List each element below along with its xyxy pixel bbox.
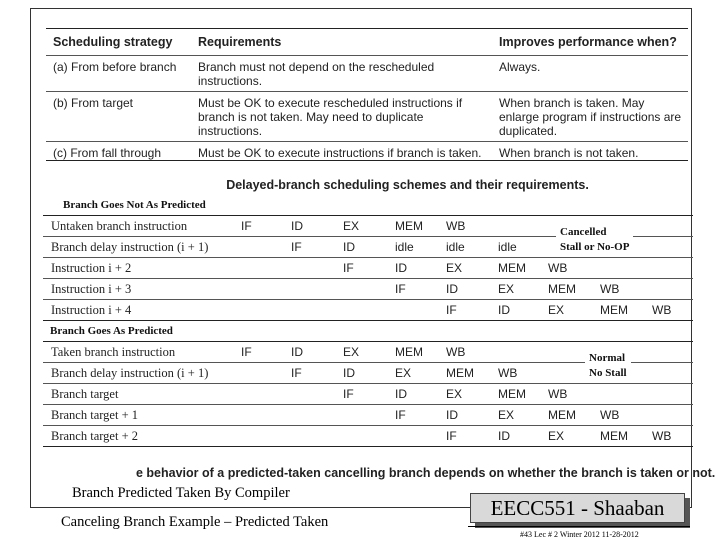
footer-rule xyxy=(468,526,690,527)
instruction-label: Taken branch instruction xyxy=(51,345,176,359)
note-line: Cancelled xyxy=(560,226,607,238)
improves-cell: When branch is not taken. xyxy=(499,146,639,160)
pipeline-stage: idle xyxy=(498,240,517,254)
pipeline-stage: idle xyxy=(446,240,465,254)
pipeline-stage: WB xyxy=(652,429,672,443)
pipeline-stage: IF xyxy=(446,303,457,317)
pipeline-row xyxy=(43,278,693,299)
pipeline-stage: MEM xyxy=(600,429,628,443)
strategy-cell: (c) From fall through xyxy=(53,146,162,160)
pipeline-stage: IF xyxy=(241,345,252,359)
instruction-label: Branch target + 2 xyxy=(51,429,138,443)
pipeline-stage: EX xyxy=(498,282,515,296)
table-row xyxy=(46,55,688,88)
improves-cell: When branch is taken. May enlarge program if instructions are duplicated. xyxy=(499,96,682,138)
pipeline-stage: MEM xyxy=(600,303,628,317)
pipeline-stage: IF xyxy=(446,429,457,443)
note-line: Normal xyxy=(589,352,626,364)
section-label-predicted: Branch Goes As Predicted xyxy=(50,325,173,337)
instruction-label: Instruction i + 2 xyxy=(51,261,132,275)
pipeline-stage: ID xyxy=(343,240,355,254)
pipeline-stage: WB xyxy=(600,408,620,422)
instruction-label: Branch target xyxy=(51,387,119,401)
strategy-cell: (b) From target xyxy=(53,96,134,110)
requirements-cell: Must be OK to execute rescheduled instructions if branch is not taken. May need to duplicate instructions. xyxy=(198,96,463,138)
pipeline-stage: EX xyxy=(548,429,565,443)
pipeline-stage: EX xyxy=(343,219,360,233)
pipeline-stage: WB xyxy=(548,261,568,275)
requirements-cell: Must be OK to execute instructions if branch is taken. xyxy=(198,146,482,160)
pipeline-stage: MEM xyxy=(548,408,576,422)
pipeline-stage: IF xyxy=(291,366,302,380)
instruction-label: Untaken branch instruction xyxy=(51,219,188,233)
pipeline-stage: idle xyxy=(395,240,414,254)
pipeline-stage: ID xyxy=(498,429,510,443)
note-line: No Stall xyxy=(589,367,627,379)
slide-info: #43 Lec # 2 Winter 2012 11-28-2012 xyxy=(520,530,639,539)
note-line: Stall or No-OP xyxy=(560,241,630,253)
pipeline-stage: WB xyxy=(600,282,620,296)
slide-title-line1: Branch Predicted Taken By Compiler xyxy=(72,485,290,501)
pipeline-stage: IF xyxy=(395,282,406,296)
pipeline-row xyxy=(43,257,693,278)
header-strategy: Scheduling strategy xyxy=(53,35,173,49)
pipeline-row xyxy=(43,425,693,446)
scheduling-caption: Delayed-branch scheduling schemes and their requirements. xyxy=(226,178,589,192)
pipeline-stage: EX xyxy=(446,387,463,401)
pipeline-row xyxy=(43,383,693,404)
bottom-caption: e behavior of a predicted-taken cancelling branch depends on whether the branch is taken or not. xyxy=(136,466,716,480)
pipeline-row xyxy=(43,404,693,425)
pipeline-stage: IF xyxy=(343,387,354,401)
header-improves: Improves performance when? xyxy=(499,35,677,49)
pipeline-stage: ID xyxy=(343,366,355,380)
pipeline-stage: MEM xyxy=(498,261,526,275)
note-cancelled xyxy=(556,225,633,255)
note-normal xyxy=(585,351,631,381)
slide-title-line2: Canceling Branch Example – Predicted Taken xyxy=(61,514,329,530)
pipeline-stage: MEM xyxy=(446,366,474,380)
instruction-label: Branch target + 1 xyxy=(51,408,138,422)
pipeline-stage: EX xyxy=(446,261,463,275)
pipeline-stage: IF xyxy=(241,219,252,233)
pipeline-stage: ID xyxy=(446,282,458,296)
pipeline-stage: MEM xyxy=(395,219,423,233)
pipeline-stage: WB xyxy=(446,219,466,233)
table-row xyxy=(46,91,688,138)
pipeline-stage: WB xyxy=(652,303,672,317)
course-brand: EECC551 - Shaaban xyxy=(470,493,685,523)
table-bottom-rule xyxy=(43,446,693,447)
pipeline-stage: ID xyxy=(498,303,510,317)
pipeline-stage: WB xyxy=(548,387,568,401)
table-row xyxy=(46,141,688,160)
pipeline-stage: IF xyxy=(395,408,406,422)
pipeline-stage: MEM xyxy=(498,387,526,401)
pipeline-stage: WB xyxy=(446,345,466,359)
instruction-label: Branch delay instruction (i + 1) xyxy=(51,366,209,380)
pipeline-stage: MEM xyxy=(395,345,423,359)
instruction-label: Instruction i + 3 xyxy=(51,282,132,296)
pipeline-stage: EX xyxy=(343,345,360,359)
pipeline-stage: IF xyxy=(291,240,302,254)
table-bottom-rule xyxy=(43,320,693,321)
pipeline-stage: ID xyxy=(446,408,458,422)
instruction-label: Instruction i + 4 xyxy=(51,303,132,317)
instruction-label: Branch delay instruction (i + 1) xyxy=(51,240,209,254)
pipeline-stage: EX xyxy=(395,366,412,380)
pipeline-stage: EX xyxy=(548,303,565,317)
section-label-not-predicted: Branch Goes Not As Predicted xyxy=(63,199,206,211)
pipeline-stage: IF xyxy=(343,261,354,275)
improves-cell: Always. xyxy=(499,60,541,74)
header-requirements: Requirements xyxy=(198,35,282,49)
requirements-cell: Branch must not depend on the rescheduled instructions. xyxy=(198,60,435,88)
pipeline-row xyxy=(43,299,693,320)
pipeline-stage: ID xyxy=(291,345,303,359)
strategy-cell: (a) From before branch xyxy=(53,60,177,74)
scheduling-table xyxy=(46,28,688,161)
pipeline-stage: ID xyxy=(395,261,407,275)
pipeline-stage: ID xyxy=(291,219,303,233)
pipeline-stage: MEM xyxy=(548,282,576,296)
pipeline-stage: ID xyxy=(395,387,407,401)
pipeline-stage: EX xyxy=(498,408,515,422)
pipeline-stage: WB xyxy=(498,366,518,380)
